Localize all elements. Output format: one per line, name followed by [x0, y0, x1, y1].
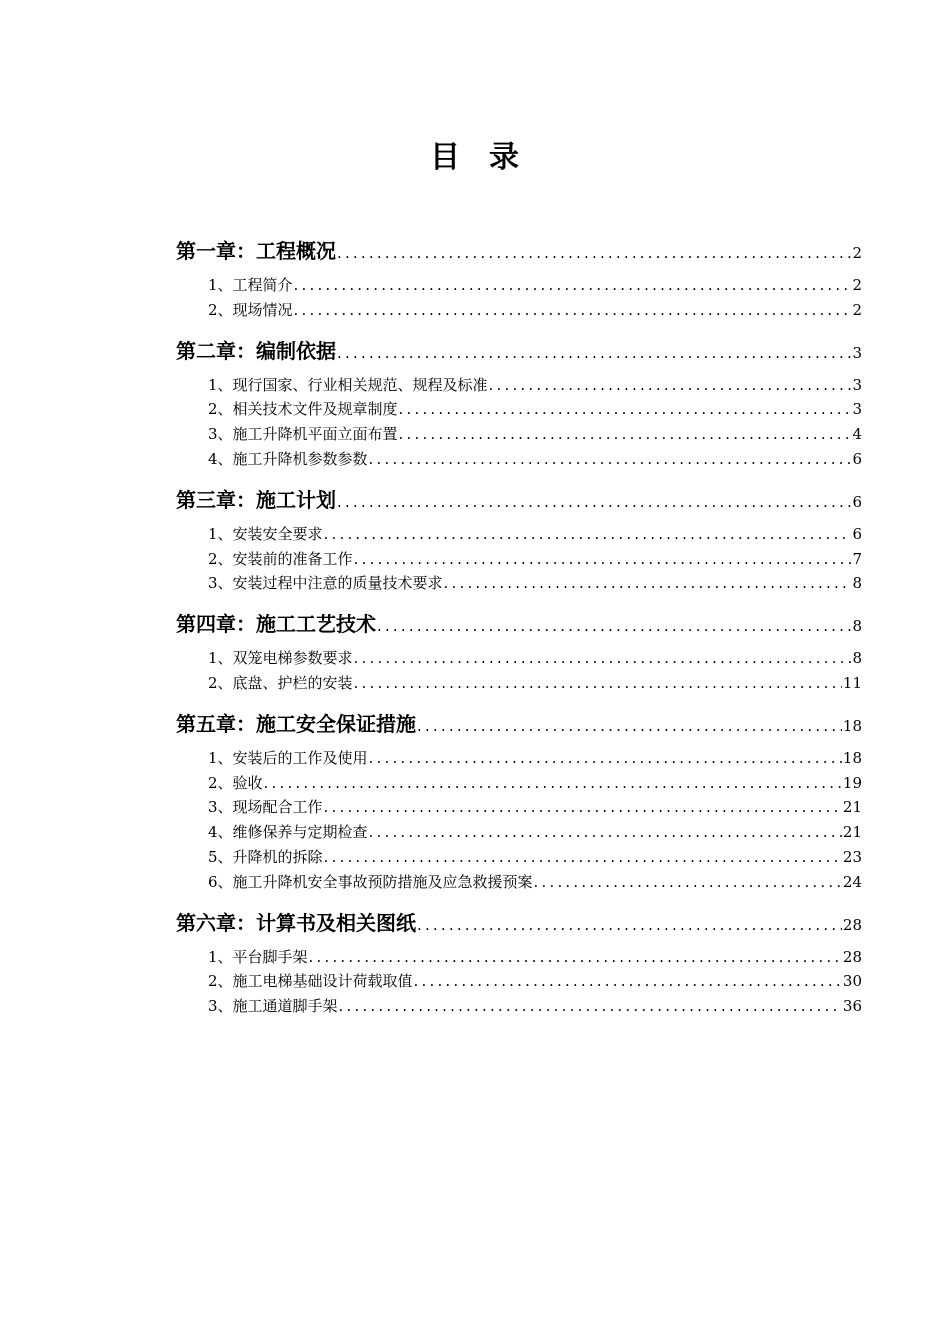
- toc-item-label: 1、安装安全要求: [208, 524, 323, 543]
- toc-item-label: 1、现行国家、行业相关规范、规程及标准: [208, 375, 488, 394]
- toc-dot-leader: [324, 845, 842, 870]
- toc-item-label: 2、现场情况: [208, 300, 293, 319]
- toc-page-number: 3: [852, 375, 862, 394]
- toc-item-label: 6、施工升降机安全事故预防措施及应急救援预案: [208, 872, 533, 891]
- toc-page-number: 4: [852, 425, 862, 444]
- toc-page-number: 23: [842, 847, 862, 866]
- toc-item-entry[interactable]: [176, 994, 862, 1019]
- toc-dot-leader: [534, 870, 842, 895]
- toc-dot-leader: [264, 771, 842, 796]
- toc-item-label: 2、底盘、护栏的安装: [208, 673, 353, 692]
- toc-page-number: 8: [852, 649, 862, 668]
- toc-page-number: 24: [842, 872, 862, 891]
- toc-item-list: [176, 273, 862, 323]
- toc-page-number: 21: [842, 823, 862, 842]
- toc-chapter-entry[interactable]: [176, 607, 862, 641]
- toc-item-label: 2、施工电梯基础设计荷载取值: [208, 972, 413, 991]
- toc-dot-leader: [399, 397, 852, 422]
- toc-item-label: 3、施工通道脚手架: [208, 997, 338, 1016]
- toc-item-entry[interactable]: [176, 795, 862, 820]
- toc-page-number: 21: [842, 798, 862, 817]
- toc-dot-leader: [337, 336, 851, 370]
- toc-page-number: 6: [852, 449, 862, 468]
- toc-chapter: [176, 906, 862, 1019]
- toc-item-entry[interactable]: [176, 771, 862, 796]
- toc-dot-leader: [309, 945, 842, 970]
- toc-chapter: [176, 234, 862, 323]
- toc-item-entry[interactable]: [176, 845, 862, 870]
- toc-item-entry[interactable]: [176, 522, 862, 547]
- toc-item-entry[interactable]: [176, 547, 862, 572]
- toc-chapter: [176, 334, 862, 472]
- toc-dot-leader: [399, 422, 852, 447]
- toc-item-label: 2、安装前的准备工作: [208, 549, 353, 568]
- toc-page-number: 3: [852, 400, 862, 419]
- toc-item-entry[interactable]: [176, 820, 862, 845]
- toc-title-char-2: 录: [489, 140, 520, 175]
- toc-item-entry[interactable]: [176, 273, 862, 298]
- toc-item-entry[interactable]: [176, 373, 862, 398]
- toc-dot-leader: [324, 795, 842, 820]
- toc-item-entry[interactable]: [176, 298, 862, 323]
- toc-chapter-label: 第二章：编制依据: [176, 338, 336, 363]
- toc-dot-leader: [369, 746, 842, 771]
- toc-dot-leader: [417, 908, 842, 942]
- toc-item-entry[interactable]: [176, 447, 862, 472]
- toc-item-entry[interactable]: [176, 870, 862, 895]
- toc-page-number: 18: [842, 748, 862, 767]
- toc-dot-leader: [294, 273, 852, 298]
- toc-dot-leader: [294, 298, 852, 323]
- toc-dot-leader: [377, 609, 851, 643]
- toc-item-list: [176, 746, 862, 895]
- toc-item-label: 4、施工升降机参数参数: [208, 449, 368, 468]
- toc-page-number: 30: [842, 972, 862, 991]
- toc-dot-leader: [417, 709, 842, 743]
- toc-item-list: [176, 945, 862, 1019]
- toc-item-label: 1、工程简介: [208, 276, 293, 294]
- toc-chapter: [176, 483, 862, 596]
- toc-chapter-entry[interactable]: [176, 334, 862, 368]
- toc-page-number: 19: [842, 773, 862, 792]
- toc-item-label: 3、施工升降机平面立面布置: [208, 425, 398, 444]
- toc-dot-leader: [369, 447, 852, 472]
- toc-item-entry[interactable]: [176, 671, 862, 696]
- toc-page-number: 18: [842, 716, 862, 735]
- toc-item-label: 2、验收: [208, 773, 263, 792]
- toc-item-label: 1、平台脚手架: [208, 947, 308, 966]
- toc-dot-leader: [414, 969, 842, 994]
- toc-chapter-entry[interactable]: [176, 906, 862, 940]
- toc-chapter-entry[interactable]: [176, 707, 862, 741]
- toc-item-list: [176, 522, 862, 596]
- toc-item-entry[interactable]: [176, 571, 862, 596]
- toc-dot-leader: [324, 522, 852, 547]
- toc-page-number: 36: [842, 997, 862, 1016]
- toc-chapter: [176, 607, 862, 696]
- toc-page-number: 2: [852, 244, 862, 262]
- toc-dot-leader: [337, 236, 851, 270]
- toc-chapter-label: 第六章：计算书及相关图纸: [176, 910, 416, 935]
- toc-page-number: 8: [852, 617, 862, 636]
- toc-dot-leader: [489, 373, 852, 398]
- toc-dot-leader: [369, 820, 842, 845]
- toc-page-number: 3: [852, 343, 862, 362]
- toc-page-number: 7: [852, 549, 862, 568]
- toc-item-entry[interactable]: [176, 945, 862, 970]
- toc-page-number: 11: [842, 673, 862, 692]
- toc-page-number: 2: [852, 300, 862, 319]
- toc-item-entry[interactable]: [176, 746, 862, 771]
- toc-page-number: 6: [852, 524, 862, 543]
- toc-chapter: [176, 707, 862, 895]
- toc-item-entry[interactable]: [176, 969, 862, 994]
- toc-item-label: 4、维修保养与定期检查: [208, 823, 368, 842]
- toc-dot-leader: [354, 646, 852, 671]
- toc-page-number: 8: [852, 574, 862, 593]
- toc-item-entry[interactable]: [176, 646, 862, 671]
- toc-item-label: 1、双笼电梯参数要求: [208, 649, 353, 668]
- toc-item-label: 3、现场配合工作: [208, 798, 323, 817]
- toc-item-list: [176, 373, 862, 472]
- toc-title: [0, 132, 950, 176]
- toc-chapter-entry[interactable]: [176, 234, 862, 268]
- toc-page-number: 28: [842, 947, 862, 966]
- toc-page-number: 6: [852, 492, 862, 511]
- toc-item-entry[interactable]: [176, 397, 862, 422]
- toc-dot-leader: [354, 547, 852, 572]
- toc-item-entry[interactable]: [176, 422, 862, 447]
- toc-chapter-label: 第一章：工程概况: [176, 239, 336, 263]
- toc-chapter-label: 第三章：施工计划: [176, 487, 336, 512]
- toc-item-label: 2、相关技术文件及规章制度: [208, 400, 398, 419]
- toc-dot-leader: [354, 671, 842, 696]
- toc-dot-leader: [337, 485, 851, 519]
- toc-item-label: 1、安装后的工作及使用: [208, 748, 368, 767]
- toc-title-char-1: 目: [430, 140, 461, 175]
- toc-page-number: 28: [842, 915, 862, 934]
- toc-chapter-entry[interactable]: [176, 483, 862, 517]
- toc-chapter-label: 第四章：施工工艺技术: [176, 612, 376, 637]
- toc-chapter-label: 第五章：施工安全保证措施: [176, 711, 416, 736]
- toc-page-number: 2: [852, 276, 862, 294]
- table-of-contents: [176, 234, 862, 1019]
- toc-dot-leader: [444, 571, 852, 596]
- toc-item-list: [176, 646, 862, 696]
- toc-dot-leader: [339, 994, 842, 1019]
- toc-item-label: 3、安装过程中注意的质量技术要求: [208, 574, 443, 593]
- toc-item-label: 5、升降机的拆除: [208, 847, 323, 866]
